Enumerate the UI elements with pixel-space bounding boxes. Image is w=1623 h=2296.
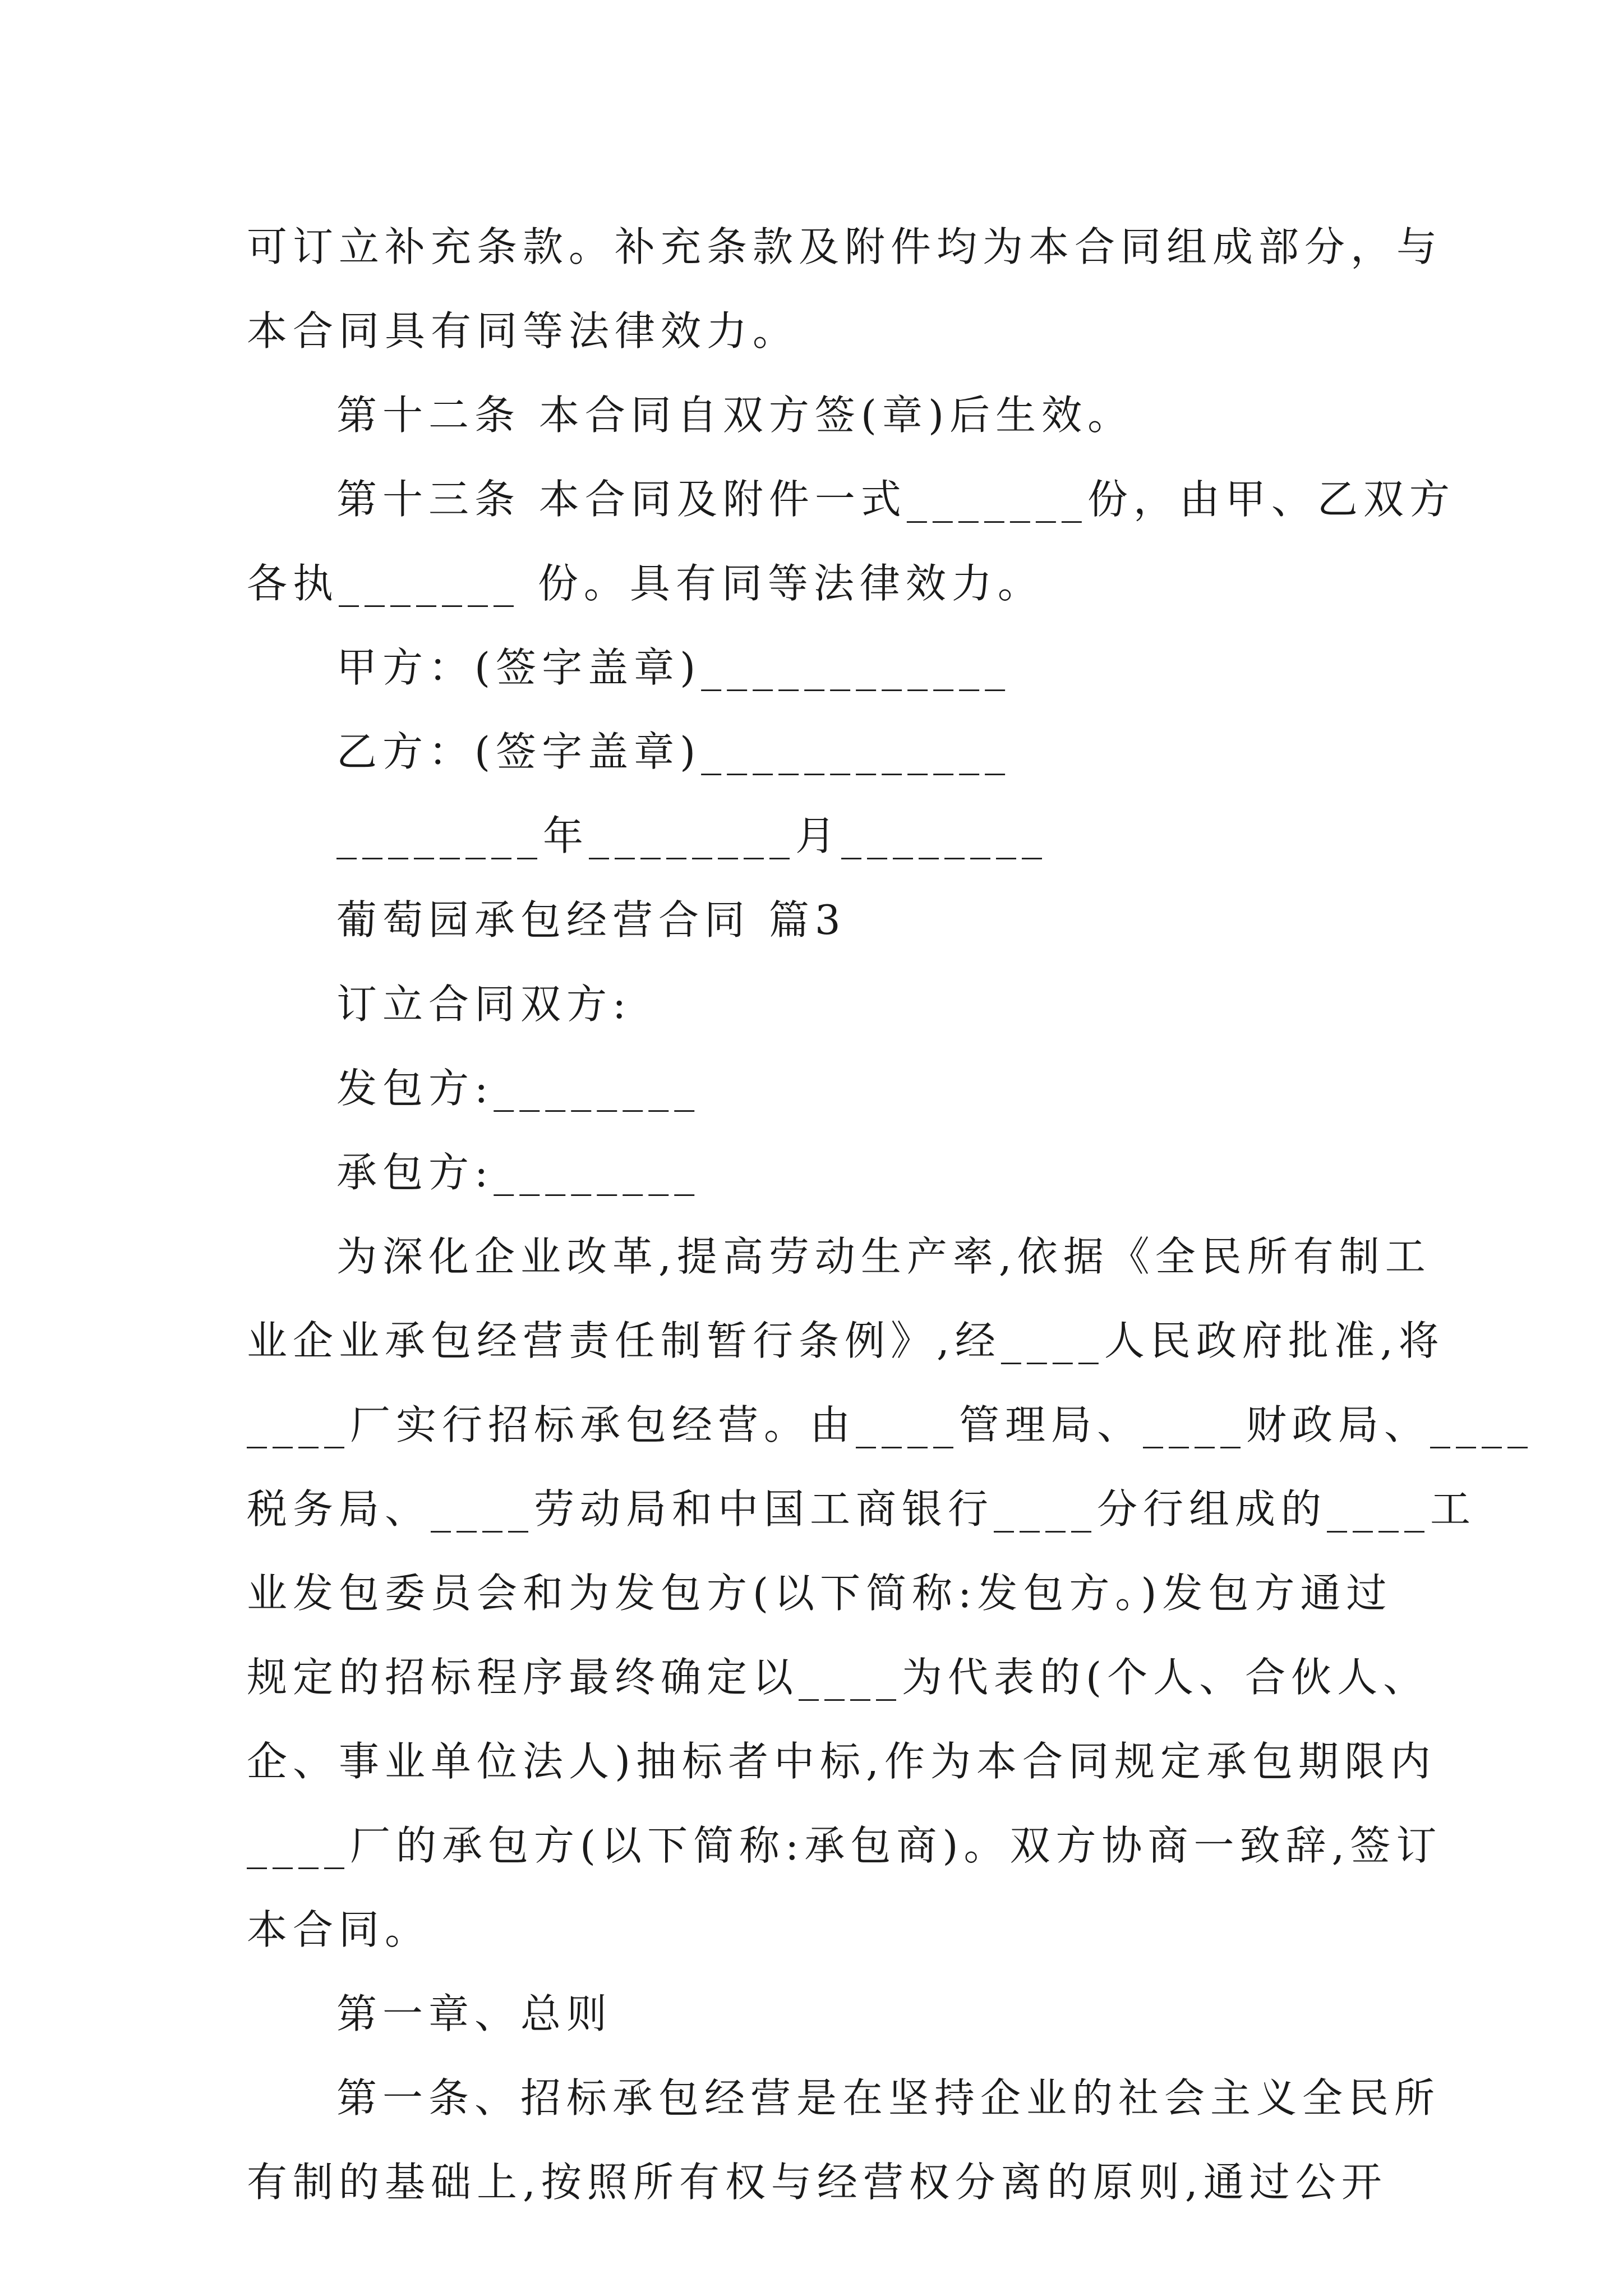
article-1-line: 有制的基础上,按照所有权与经营权分离的原则,通过公开 (247, 2159, 1387, 2206)
preamble-line: ____厂的承包方(以下简称:承包商)。双方协商一致辞,签订 (247, 1822, 1442, 1869)
preamble-line: 税务局、____劳动局和中国工商银行____分行组成的____工 (247, 1485, 1477, 1533)
date-line: ________年________月________ (336, 812, 1048, 859)
clause-12: 第十二条 本合同自双方签(章)后生效。 (336, 392, 1134, 439)
text-line: 可订立补充条款。补充条款及附件均为本合同组成部分，与 (247, 223, 1443, 270)
preamble-line: 业企业承包经营责任制暂行条例》,经____人民政府批准,将 (247, 1317, 1445, 1364)
chapter-heading: 第一章、总则 (336, 1990, 613, 2037)
article-1-line: 第一条、招标承包经营是在坚持企业的社会主义全民所 (336, 2074, 1441, 2122)
preamble-line: ____厂实行招标承包经营。由____管理局、____财政局、____ (247, 1401, 1534, 1448)
preamble-line: 为深化企业改革,提高劳动生产率,依据《全民所有制工 (336, 1233, 1431, 1280)
text-line: 本合同具有同等法律效力。 (247, 307, 799, 355)
preamble-line: 企、事业单位法人)抽标者中标,作为本合同规定承包期限内 (247, 1738, 1436, 1785)
text-line: 各执_______ 份。具有同等法律效力。 (247, 560, 1044, 607)
document-body (247, 205, 1534, 2224)
parties-heading: 订立合同双方: (336, 981, 632, 1028)
party-b-signature: 乙方：(签字盖章)____________ (336, 728, 1011, 775)
preamble-line: 规定的招标程序最终确定以____为代表的(个人、合伙人、 (247, 1654, 1430, 1701)
preamble-line: 业发包委员会和为发包方(以下简称:发包方。)发包方通过 (247, 1570, 1393, 1617)
preamble-line: 本合同。 (247, 1906, 431, 1953)
section-title: 葡萄园承包经营合同 篇3 (336, 896, 846, 944)
clause-13: 第十三条 本合同及附件一式_______份，由甲、乙双方 (336, 476, 1455, 523)
party-a-signature: 甲方：(签字盖章)____________ (336, 644, 1011, 691)
contractor-line: 承包方:________ (336, 1149, 700, 1196)
contractor-issuer-line: 发包方:________ (336, 1065, 700, 1112)
